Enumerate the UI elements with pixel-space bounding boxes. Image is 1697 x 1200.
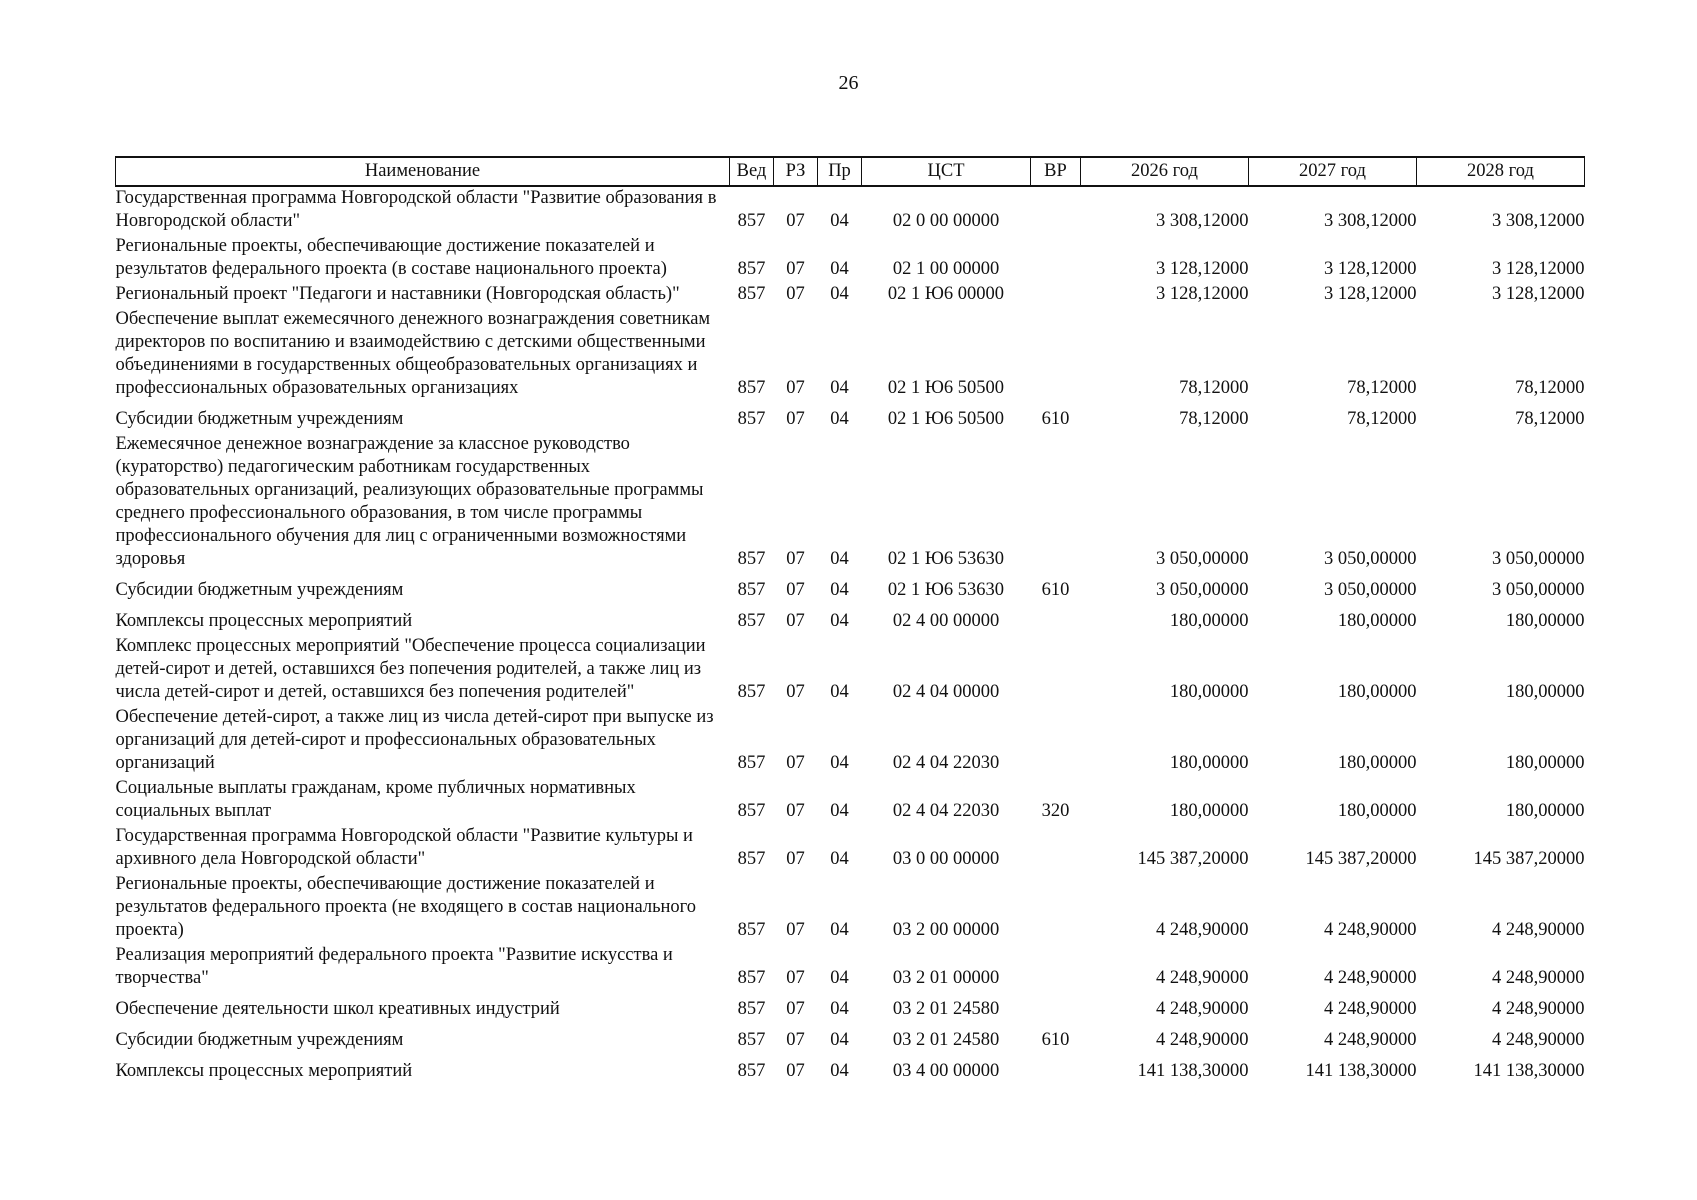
cell-2027: 4 248,90000 [1324,999,1417,1019]
cell-pr: 04 [830,753,849,773]
cell-2028: 4 248,90000 [1492,968,1585,988]
cell-2027: 141 138,30000 [1305,1061,1417,1081]
cell-name: Обеспечение детей-сирот, а также лиц из числа детей-сирот при выпуске из организаций для детей-сирот и профессиональных образовательных организаций [115,707,714,773]
cell-ved: 857 [737,1061,766,1081]
cell-2026: 78,12000 [1179,409,1249,429]
table-row [116,777,1585,825]
cell-2026: 145 387,20000 [1137,849,1249,869]
cell-cst: 03 2 01 24580 [892,999,1000,1019]
cell-2026: 4 248,90000 [1156,968,1249,988]
cell-cst: 03 2 01 00000 [892,968,1000,988]
cell-2027: 3 128,12000 [1324,284,1417,304]
cell-vr [1031,1054,1081,1085]
cell-pr: 04 [830,849,849,869]
cell-vr: 320 [1041,801,1070,821]
cell-cst: 03 4 00 00000 [892,1061,1000,1081]
table-row [116,283,1585,308]
cell-2028: 3 308,12000 [1492,211,1585,231]
cell-ved: 857 [737,259,766,279]
cell-vr [1031,283,1081,308]
cell-name: Государственная программа Новгородской области "Развитие культуры и архивного дела Новгородской области" [115,826,693,869]
cell-ved: 857 [737,378,766,398]
cell-vr [1031,604,1081,635]
cell-name: Реализация мероприятий федерального проекта "Развитие искусства и творчества" [115,945,673,988]
cell-cst: 02 4 04 22030 [892,753,1000,773]
table-row [116,944,1585,992]
header-2028: 2028 год [1417,157,1585,186]
cell-pr: 04 [830,1030,849,1050]
cell-cst: 02 1 Ю6 00000 [887,284,1005,304]
cell-pr: 04 [830,549,849,569]
table-row [116,706,1585,777]
cell-ved: 857 [737,682,766,702]
cell-2027: 78,12000 [1347,378,1417,398]
cell-2027: 180,00000 [1337,682,1417,702]
cell-vr: 610 [1041,1030,1070,1050]
cell-pr: 04 [830,409,849,429]
table-row [116,635,1585,706]
cell-ved: 857 [737,580,766,600]
table-row [116,402,1585,433]
table-row [116,1023,1585,1054]
table-row [116,186,1585,235]
cell-cst: 02 4 04 22030 [892,801,1000,821]
cell-2028: 145 387,20000 [1473,849,1585,869]
cell-2026: 3 128,12000 [1156,259,1249,279]
table-row [116,573,1585,604]
cell-2028: 180,00000 [1505,611,1585,631]
cell-rz: 07 [786,211,805,231]
cell-rz: 07 [786,849,805,869]
cell-2028: 141 138,30000 [1473,1061,1585,1081]
table-row [116,992,1585,1023]
cell-2026: 4 248,90000 [1156,920,1249,940]
cell-vr [1031,635,1081,706]
cell-rz: 07 [786,801,805,821]
cell-2027: 4 248,90000 [1324,968,1417,988]
cell-vr [1031,825,1081,873]
cell-pr: 04 [830,999,849,1019]
cell-name: Комплекс процессных мероприятий "Обеспечение процесса социализации детей-сирот и детей, оставшихся без попечения родителей, а также лиц из числа детей-сирот и детей, оставшихся без попечения родителей" [115,636,706,702]
cell-ved: 857 [737,999,766,1019]
cell-vr [1031,308,1081,402]
cell-rz: 07 [786,284,805,304]
cell-vr [1031,235,1081,283]
cell-rz: 07 [786,1061,805,1081]
cell-rz: 07 [786,999,805,1019]
cell-cst: 02 0 00 00000 [892,211,1000,231]
cell-ved: 857 [737,409,766,429]
cell-2027: 4 248,90000 [1324,1030,1417,1050]
cell-rz: 07 [786,920,805,940]
cell-2028: 180,00000 [1505,801,1585,821]
cell-2027: 3 128,12000 [1324,259,1417,279]
cell-rz: 07 [786,378,805,398]
cell-vr [1031,944,1081,992]
cell-name: Комплексы процессных мероприятий [115,1061,413,1081]
header-pr: Пр [818,157,862,186]
cell-2026: 3 050,00000 [1156,580,1249,600]
cell-name: Комплексы процессных мероприятий [115,611,413,631]
cell-rz: 07 [786,259,805,279]
table-row [116,825,1585,873]
cell-ved: 857 [737,1030,766,1050]
cell-2028: 3 050,00000 [1492,549,1585,569]
cell-pr: 04 [830,682,849,702]
cell-2027: 4 248,90000 [1324,920,1417,940]
cell-name: Государственная программа Новгородской области "Развитие образования в Новгородской области" [115,188,717,231]
cell-2026: 4 248,90000 [1156,1030,1249,1050]
cell-ved: 857 [737,849,766,869]
cell-name: Субсидии бюджетным учреждениям [115,409,404,429]
cell-pr: 04 [830,580,849,600]
cell-2028: 3 128,12000 [1492,284,1585,304]
cell-2028: 4 248,90000 [1492,999,1585,1019]
cell-2028: 180,00000 [1505,753,1585,773]
cell-2026: 141 138,30000 [1137,1061,1249,1081]
cell-2028: 180,00000 [1505,682,1585,702]
cell-rz: 07 [786,409,805,429]
cell-pr: 04 [830,920,849,940]
cell-name: Обеспечение выплат ежемесячного денежного вознаграждения советникам директоров по воспитанию и взаимодействию с детскими общественными объединениями в государственных общеобразовательных организациях и профессиональных образовательных организациях [115,309,711,398]
cell-2026: 3 128,12000 [1156,284,1249,304]
cell-ved: 857 [737,549,766,569]
cell-rz: 07 [786,549,805,569]
cell-cst: 02 1 Ю6 50500 [887,378,1005,398]
cell-vr: 610 [1041,580,1070,600]
cell-vr: 610 [1041,409,1070,429]
cell-cst: 02 4 04 00000 [892,682,1000,702]
cell-rz: 07 [786,1030,805,1050]
cell-2028: 78,12000 [1515,378,1585,398]
cell-rz: 07 [786,682,805,702]
cell-cst: 02 1 Ю6 50500 [887,409,1005,429]
cell-2026: 180,00000 [1169,753,1249,773]
cell-cst: 02 4 00 00000 [892,611,1000,631]
cell-2026: 3 308,12000 [1156,211,1249,231]
cell-2027: 3 050,00000 [1324,549,1417,569]
table-row [116,308,1585,402]
table-row [116,604,1585,635]
table-header-row [116,157,1585,186]
cell-2027: 3 050,00000 [1324,580,1417,600]
cell-2027: 180,00000 [1337,801,1417,821]
cell-2028: 3 050,00000 [1492,580,1585,600]
cell-2026: 180,00000 [1169,801,1249,821]
cell-2026: 78,12000 [1179,378,1249,398]
header-2026: 2026 год [1081,157,1249,186]
cell-vr [1031,873,1081,944]
cell-pr: 04 [830,259,849,279]
cell-cst: 03 2 01 24580 [892,1030,1000,1050]
cell-name: Региональный проект "Педагоги и наставники (Новгородская область)" [115,284,680,304]
table-row [116,433,1585,573]
cell-2027: 3 308,12000 [1324,211,1417,231]
cell-2027: 145 387,20000 [1305,849,1417,869]
cell-cst: 02 1 Ю6 53630 [887,580,1005,600]
header-2027: 2027 год [1249,157,1417,186]
cell-2028: 4 248,90000 [1492,920,1585,940]
cell-cst: 03 2 00 00000 [892,920,1000,940]
cell-rz: 07 [786,968,805,988]
cell-2028: 3 128,12000 [1492,259,1585,279]
cell-name: Региональные проекты, обеспечивающие достижение показателей и результатов федерального проекта (в составе национального проекта) [115,236,667,279]
cell-name: Субсидии бюджетным учреждениям [115,1030,404,1050]
cell-rz: 07 [786,611,805,631]
cell-rz: 07 [786,753,805,773]
page-number: 26 [838,72,859,94]
cell-name: Ежемесячное денежное вознаграждение за классное руководство (кураторство) педагогическим работникам государственных образовательных организаций, реализующих образовательные программы среднего профессионального образования, в том числе программы профессионального обучения для лиц с ограниченными возможностями здоровья [115,434,704,569]
cell-name: Социальные выплаты гражданам, кроме публичных нормативных социальных выплат [115,778,636,821]
header-vr: ВР [1031,157,1081,186]
cell-pr: 04 [830,284,849,304]
cell-vr [1031,706,1081,777]
budget-table [115,156,1585,1085]
cell-pr: 04 [830,378,849,398]
cell-ved: 857 [737,611,766,631]
cell-pr: 04 [830,968,849,988]
table-row [116,1054,1585,1085]
cell-2028: 78,12000 [1515,409,1585,429]
cell-pr: 04 [830,211,849,231]
header-rz: РЗ [774,157,818,186]
cell-2026: 4 248,90000 [1156,999,1249,1019]
cell-vr [1031,992,1081,1023]
cell-ved: 857 [737,920,766,940]
cell-cst: 02 1 00 00000 [892,259,1000,279]
cell-cst: 03 0 00 00000 [892,849,1000,869]
header-ved: Вед [730,157,774,186]
cell-name: Региональные проекты, обеспечивающие достижение показателей и результатов федерального проекта (не входящего в состав национального проекта) [115,874,697,940]
cell-pr: 04 [830,611,849,631]
cell-name: Субсидии бюджетным учреждениям [115,580,404,600]
cell-2027: 180,00000 [1337,611,1417,631]
cell-ved: 857 [737,211,766,231]
cell-ved: 857 [737,968,766,988]
cell-rz: 07 [786,580,805,600]
header-cst: ЦСТ [862,157,1031,186]
cell-vr [1031,433,1081,573]
cell-cst: 02 1 Ю6 53630 [887,549,1005,569]
cell-pr: 04 [830,1061,849,1081]
cell-ved: 857 [737,801,766,821]
cell-2026: 180,00000 [1169,682,1249,702]
cell-2027: 78,12000 [1347,409,1417,429]
table-row [116,873,1585,944]
cell-2027: 180,00000 [1337,753,1417,773]
table-row [116,235,1585,283]
cell-2028: 4 248,90000 [1492,1030,1585,1050]
cell-ved: 857 [737,753,766,773]
header-name: Наименование [116,157,730,186]
cell-vr [1031,186,1081,235]
cell-2026: 3 050,00000 [1156,549,1249,569]
cell-2026: 180,00000 [1169,611,1249,631]
cell-ved: 857 [737,284,766,304]
cell-pr: 04 [830,801,849,821]
cell-name: Обеспечение деятельности школ креативных индустрий [115,999,560,1019]
